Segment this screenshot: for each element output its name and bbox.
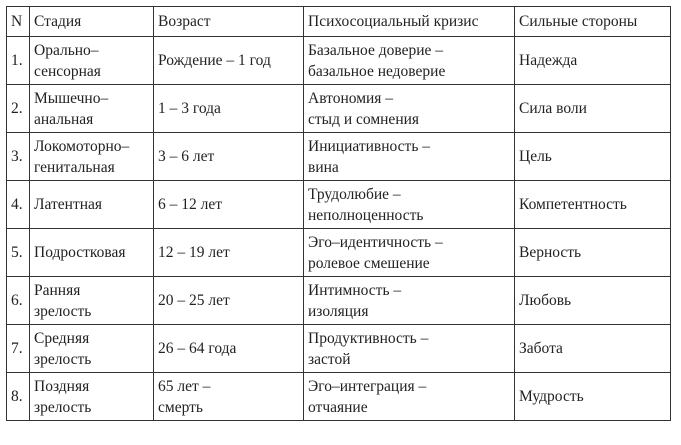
row-age: 3 – 6 лет — [154, 133, 304, 181]
row-strength: Сила воли — [515, 85, 671, 133]
row-age: 65 лет – смерть — [154, 373, 304, 421]
row-number: 2. — [7, 85, 30, 133]
row-number: 6. — [7, 277, 30, 325]
row-stage: Локомоторно– генитальная — [30, 133, 154, 181]
row-stage: Ранняя зрелость — [30, 277, 154, 325]
row-number: 1. — [7, 37, 30, 85]
row-age: 26 – 64 года — [154, 325, 304, 373]
row-number: 8. — [7, 373, 30, 421]
row-number: 5. — [7, 229, 30, 277]
row-strength: Цель — [515, 133, 671, 181]
row-crisis: Интимность – изоляция — [304, 277, 515, 325]
row-strength: Мудрость — [515, 373, 671, 421]
row-age: 12 – 19 лет — [154, 229, 304, 277]
erikson-stages-table-container — [6, 6, 671, 421]
header-stage: Стадия — [30, 7, 154, 37]
table-row — [7, 373, 671, 421]
row-stage: Латентная — [30, 181, 154, 229]
row-number: 3. — [7, 133, 30, 181]
table-row — [7, 181, 671, 229]
row-strength: Забота — [515, 325, 671, 373]
row-strength: Надежда — [515, 37, 671, 85]
table-row — [7, 325, 671, 373]
table-row — [7, 277, 671, 325]
row-crisis: Инициативность – вина — [304, 133, 515, 181]
row-number: 4. — [7, 181, 30, 229]
table-row — [7, 85, 671, 133]
row-age: 1 – 3 года — [154, 85, 304, 133]
row-age: 20 – 25 лет — [154, 277, 304, 325]
row-strength: Компетентность — [515, 181, 671, 229]
row-crisis: Трудолюбие – неполноценность — [304, 181, 515, 229]
row-crisis: Эго–интеграция – отчаяние — [304, 373, 515, 421]
row-age: 6 – 12 лет — [154, 181, 304, 229]
row-crisis: Автономия – стыд и сомнения — [304, 85, 515, 133]
row-crisis: Продуктивность – застой — [304, 325, 515, 373]
row-stage: Подростковая — [30, 229, 154, 277]
row-strength: Любовь — [515, 277, 671, 325]
row-strength: Верность — [515, 229, 671, 277]
row-number: 7. — [7, 325, 30, 373]
table-row — [7, 229, 671, 277]
table-row — [7, 133, 671, 181]
row-crisis: Базальное доверие – базальное недоверие — [304, 37, 515, 85]
row-age: Рождение – 1 год — [154, 37, 304, 85]
erikson-stages-table — [6, 6, 671, 421]
header-strengths: Сильные стороны — [515, 7, 671, 37]
row-stage: Мышечно– анальная — [30, 85, 154, 133]
row-crisis: Эго–идентичность – ролевое смешение — [304, 229, 515, 277]
header-crisis: Психосоциальный кризис — [304, 7, 515, 37]
table-row — [7, 37, 671, 85]
row-stage: Поздняя зрелость — [30, 373, 154, 421]
table-header-row — [7, 7, 671, 37]
header-number: N — [7, 7, 30, 37]
row-stage: Орально– сенсорная — [30, 37, 154, 85]
row-stage: Средняя зрелость — [30, 325, 154, 373]
header-age: Возраст — [154, 7, 304, 37]
